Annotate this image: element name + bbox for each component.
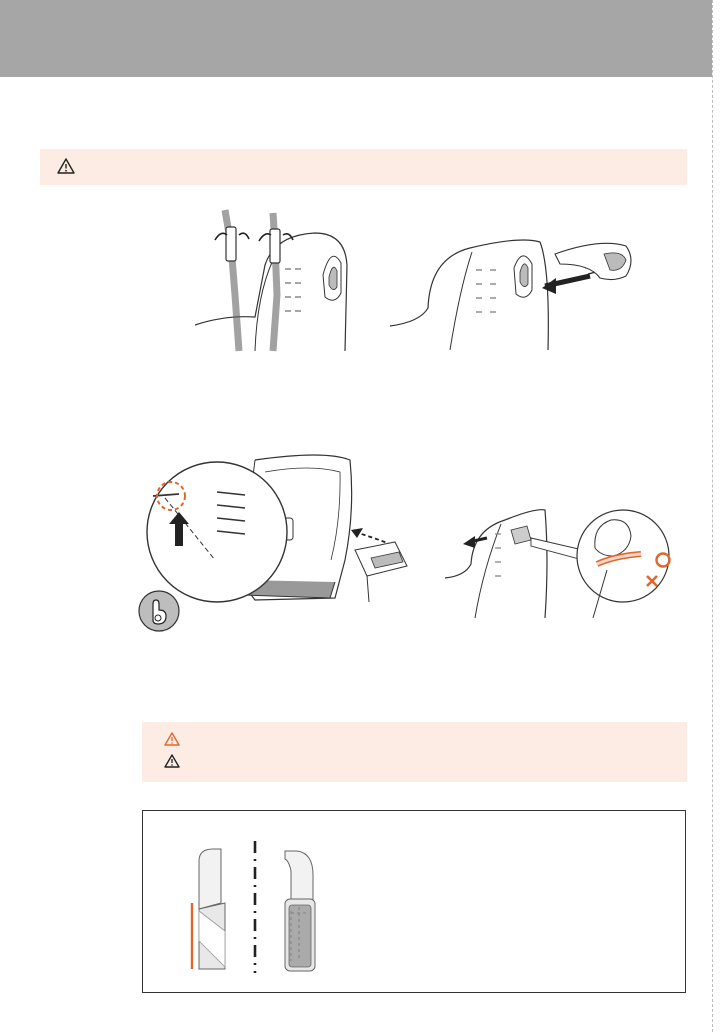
pointing-hand-icon [136,590,182,632]
warning-bar [40,149,687,185]
figure-seat-detail-zoom [145,450,435,610]
pad-diagram-box [142,810,686,993]
figure-shoulder-pad-insert [390,228,640,353]
orange-warning-triangle-icon [164,732,180,751]
caution-box [142,722,687,782]
figure-harness-strap-adjust [195,205,355,355]
page-header-band [0,0,712,77]
black-warning-triangle-icon [164,754,180,773]
page-edge-tab [712,0,726,1032]
figure-child-pad-check [445,500,675,625]
pad-front-back-diagram [185,841,325,976]
warning-triangle-icon [57,158,75,179]
